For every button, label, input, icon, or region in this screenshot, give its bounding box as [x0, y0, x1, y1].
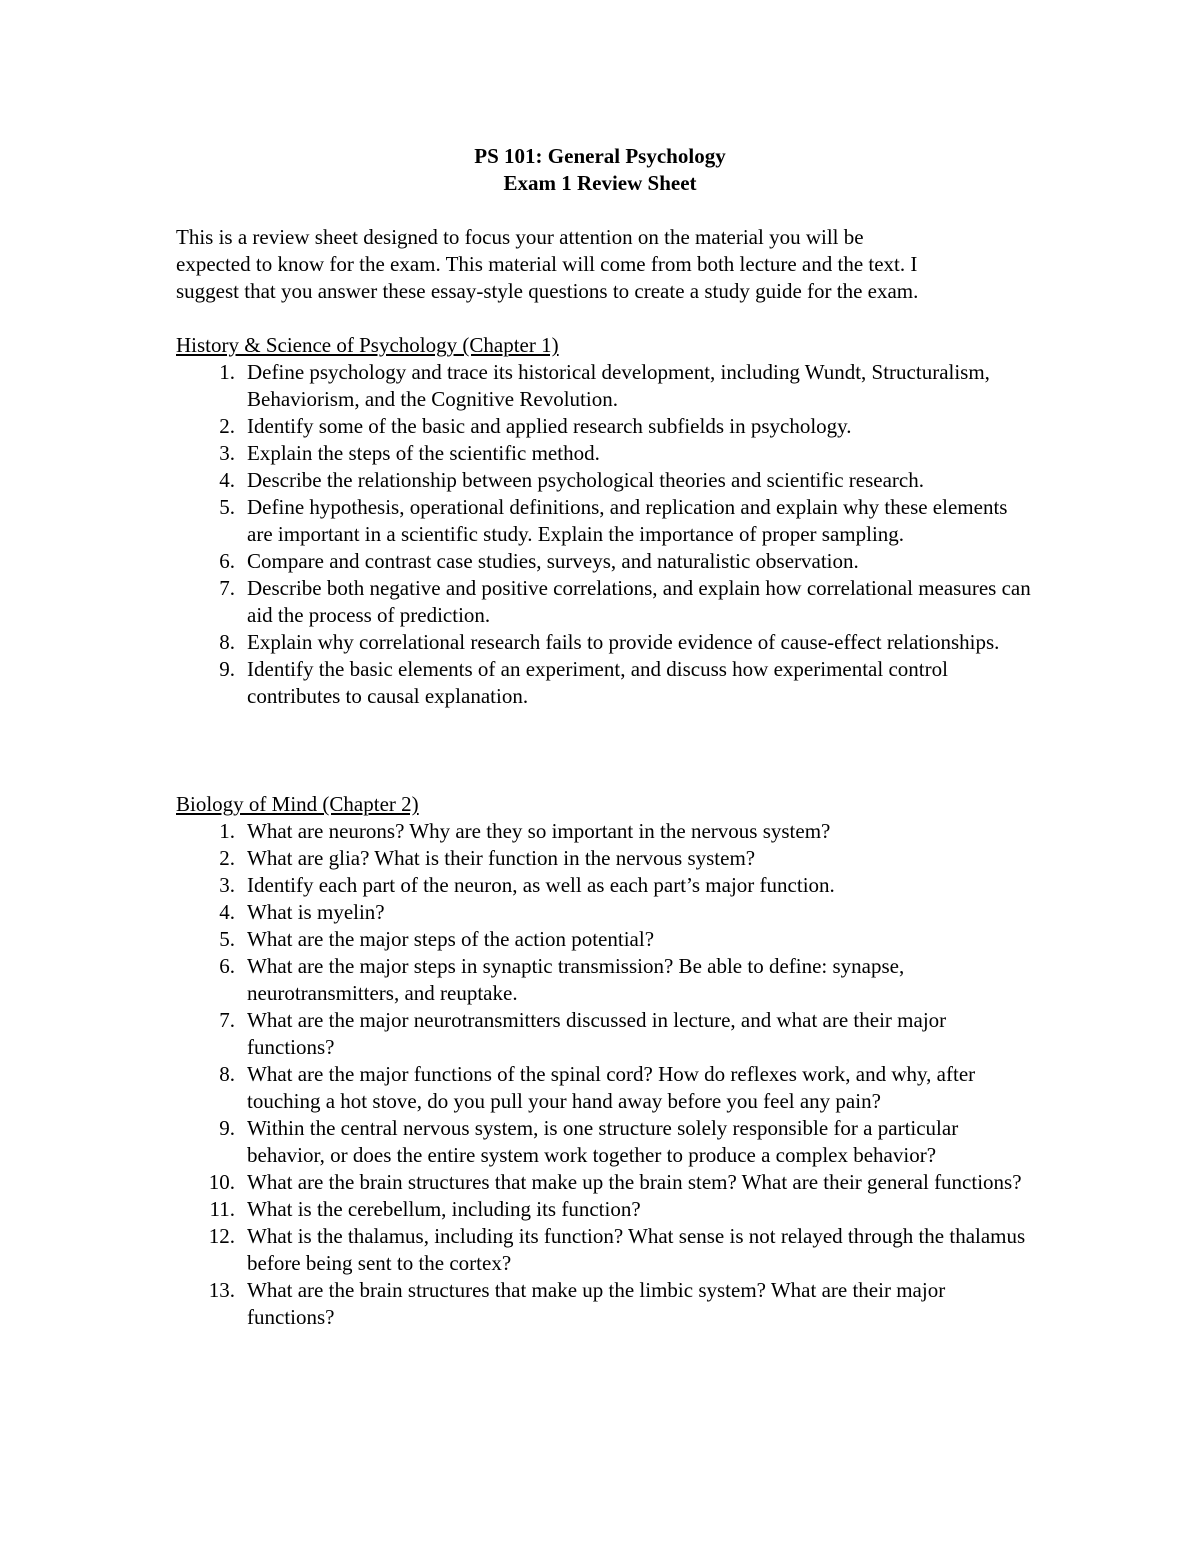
question-number: 12. — [208, 1224, 235, 1248]
question-item — [176, 440, 1036, 467]
question-number: 2. — [219, 846, 235, 870]
question-text: What are neurons? Why are they so important in the nervous system? — [247, 819, 831, 843]
question-item — [176, 494, 1036, 548]
question-number: 8. — [219, 1062, 235, 1086]
question-number: 7. — [219, 576, 235, 600]
intro-line: suggest that you answer these essay-style questions to create a study guide for the exam. — [176, 279, 919, 303]
question-item — [176, 872, 1036, 899]
question-number: 1. — [219, 819, 235, 843]
question-text: What is the cerebellum, including its function? — [247, 1197, 641, 1221]
question-text: What is the thalamus, including its function? What sense is not relayed through the thalamus before being sent to the cortex? — [247, 1224, 1026, 1275]
question-text: Explain the steps of the scientific method. — [247, 441, 600, 465]
question-number: 6. — [219, 954, 235, 978]
question-text: Identify each part of the neuron, as well as each part’s major function. — [247, 873, 835, 897]
question-item — [176, 1169, 1036, 1196]
question-item — [176, 1223, 1036, 1277]
question-item — [176, 656, 1036, 710]
question-number: 11. — [209, 1197, 235, 1221]
question-text: What are the major functions of the spinal cord? How do reflexes work, and why, after touching a hot stove, do you pull your hand away before you feel any pain? — [247, 1062, 976, 1113]
question-item — [176, 1115, 1036, 1169]
question-item — [176, 413, 1036, 440]
question-item — [176, 1196, 1036, 1223]
question-text: What is myelin? — [247, 900, 385, 924]
question-number: 1. — [219, 360, 235, 384]
question-text: Define hypothesis, operational definitions, and replication and explain why these elements are important in a scientific study. Explain the importance of proper sampling. — [247, 495, 1008, 546]
question-text: Describe the relationship between psychological theories and scientific research. — [247, 468, 924, 492]
section-heading-chapter-1: History & Science of Psychology (Chapter 1) — [176, 333, 559, 357]
question-item — [176, 1061, 1036, 1115]
question-number: 5. — [219, 927, 235, 951]
question-text: Explain why correlational research fails to provide evidence of cause-effect relationships. — [247, 630, 1000, 654]
intro-line: This is a review sheet designed to focus your attention on the material you will be — [176, 225, 864, 249]
question-text: What are the brain structures that make up the limbic system? What are their major functions? — [247, 1278, 946, 1329]
question-item — [176, 845, 1036, 872]
question-text: Identify some of the basic and applied research subfields in psychology. — [247, 414, 852, 438]
question-number: 6. — [219, 549, 235, 573]
question-item — [176, 953, 1036, 1007]
question-text: What are the major steps in synaptic transmission? Be able to define: synapse, neurotransmitters, and reuptake. — [247, 954, 905, 1005]
question-number: 2. — [219, 414, 235, 438]
section-heading-chapter-2: Biology of Mind (Chapter 2) — [176, 792, 419, 816]
question-list-chapter-1 — [176, 359, 1036, 710]
question-number: 7. — [219, 1008, 235, 1032]
question-text: Describe both negative and positive correlations, and explain how correlational measures can aid the process of prediction. — [247, 576, 1031, 627]
question-number: 8. — [219, 630, 235, 654]
question-item — [176, 926, 1036, 953]
question-item — [176, 629, 1036, 656]
question-number: 3. — [219, 441, 235, 465]
question-number: 9. — [219, 1116, 235, 1140]
question-number: 4. — [219, 468, 235, 492]
question-number: 10. — [208, 1170, 235, 1194]
question-item — [176, 1007, 1036, 1061]
question-text: Compare and contrast case studies, surveys, and naturalistic observation. — [247, 549, 859, 573]
question-text: Identify the basic elements of an experiment, and discuss how experimental control contributes to causal explanation. — [247, 657, 948, 708]
question-item — [176, 548, 1036, 575]
document-subtitle: Exam 1 Review Sheet — [503, 171, 697, 195]
question-item — [176, 575, 1036, 629]
intro-line: expected to know for the exam. This material will come from both lecture and the text. I — [176, 252, 918, 276]
question-number: 9. — [219, 657, 235, 681]
question-item — [176, 1277, 1036, 1331]
question-list-chapter-2 — [176, 818, 1036, 1331]
question-item — [176, 818, 1036, 845]
question-text: What are glia? What is their function in the nervous system? — [247, 846, 756, 870]
question-text: Define psychology and trace its historical development, including Wundt, Structuralism, Behaviorism, and the Cognitive Revolution. — [247, 360, 990, 411]
question-number: 4. — [219, 900, 235, 924]
document-title: PS 101: General Psychology — [474, 144, 726, 168]
question-item — [176, 359, 1036, 413]
question-text: Within the central nervous system, is one structure solely responsible for a particular behavior, or does the entire system work together to produce a complex behavior? — [247, 1116, 959, 1167]
question-text: What are the major steps of the action potential? — [247, 927, 655, 951]
question-number: 5. — [219, 495, 235, 519]
intro-paragraph — [176, 224, 1036, 305]
question-text: What are the brain structures that make up the brain stem? What are their general functions? — [247, 1170, 1022, 1194]
question-number: 13. — [208, 1278, 235, 1302]
question-item — [176, 899, 1036, 926]
title-block — [0, 143, 1200, 197]
question-number: 3. — [219, 873, 235, 897]
question-item — [176, 467, 1036, 494]
question-text: What are the major neurotransmitters discussed in lecture, and what are their major functions? — [247, 1008, 947, 1059]
